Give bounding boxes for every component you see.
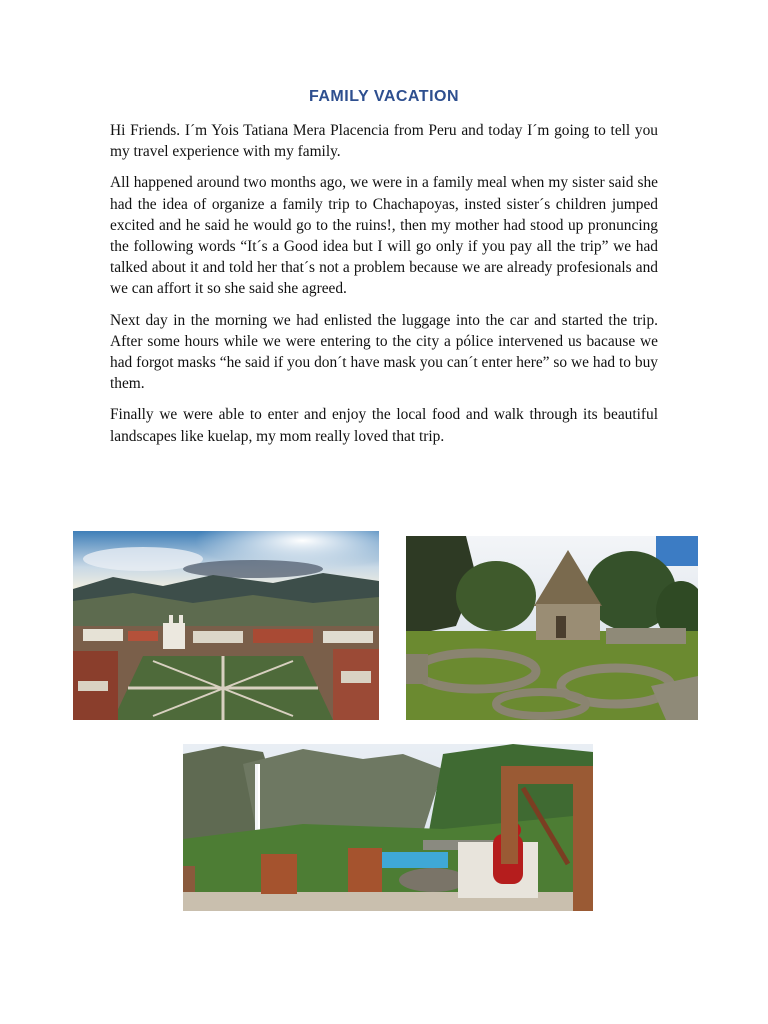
paragraph-conclusion: Finally we were able to enter and enjoy the local food and walk through its beautiful landscapes like kuelap, my mom really loved that trip. <box>110 406 658 445</box>
document-title: FAMILY VACATION <box>308 88 460 105</box>
paragraph-trip-start: Next day in the morning we had enlisted the luggage into the car and started the trip. After some hours while we were entering to the city a pólice intervened us bacause we had forgot masks “he said if you don´t have mask you can´t enter here” so we had to buy them. <box>110 311 658 393</box>
document-body <box>110 120 658 457</box>
kuelap-ruins-photo <box>406 536 698 720</box>
paragraph-family-meal: All happened around two months ago, we were in a family meal when my sister said she had the idea of organize a family trip to Chachapoyas, insted sister´s children jumped excited and he said he would go to the ruins!, then my mother had stood up pronuncing the following words “It´s a Good idea but I will go only if you pay all the trip” we had talked about it and told her that´s not a problem because we are already profesionals and we can affort it so she said she agreed. <box>110 174 658 298</box>
town-aerial-photo <box>73 531 379 720</box>
paragraph-intro: Hi Friends. I´m Yois Tatiana Mera Placencia from Peru and today I´m going to tell you my travel experience with my family. <box>110 122 658 161</box>
waterfall-valley-photo <box>183 744 593 911</box>
